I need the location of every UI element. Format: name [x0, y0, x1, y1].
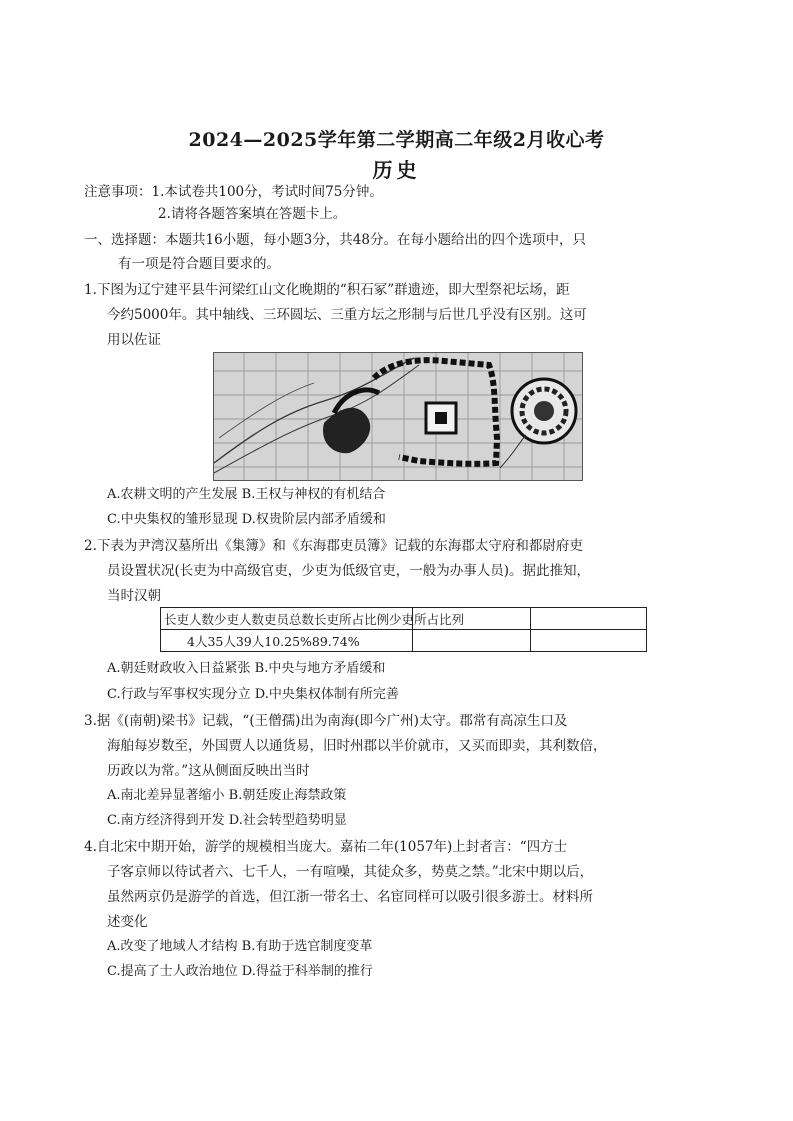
q1-stem-line-2: 今约5000年。其中轴线、三环圆坛、三重方坛之形制与后世几乎没有区别。这可	[107, 307, 587, 323]
table-header-row	[161, 608, 647, 630]
table-empty-cell	[531, 630, 647, 652]
q2-data-table	[160, 607, 647, 652]
q4-options-cd: C.提高了士人政治地位 D.得益于科举制的推行	[107, 964, 373, 979]
q3-stem-line-3: 历政以为常。”这从侧面反映出当时	[107, 763, 310, 779]
q4-stem-line-1: 4.自北宋中期开始，游学的规模相当庞大。嘉祐二年(1057年)上封者言：“四方士	[84, 839, 568, 855]
q1-options-ab: A.农耕文明的产生发展 B.王权与神权的有机结合	[107, 487, 386, 502]
table-data-cell: 4人35人39人10.25%89.74%	[161, 630, 413, 652]
q1-stem-line-1: 1.下图为辽宁建平县牛河梁红山文化晚期的“积石冢”群遗迹，即大型祭祀坛场，距	[84, 282, 570, 298]
q3-stem-line-2: 海舶每岁数至，外国贾人以通货易，旧时州郡以半价就市，又买而即卖，其利数倍，	[107, 738, 607, 754]
q3-options-ab: A.南北差异显著缩小 B.朝廷废止海禁政策	[107, 788, 347, 803]
q2-stem-line-2: 员设置状况(长吏为中高级官吏，少吏为低级官吏，一般为办事人员)。据此推知，	[107, 563, 591, 579]
table-empty-cell	[531, 608, 647, 630]
section-heading-line-2: 有一项是符合题目要求的。	[118, 256, 280, 272]
q2-stem-line-3: 当时汉朝	[107, 588, 161, 604]
notes-item-1: 1.本试卷共100分，考试时间75分钟。	[151, 184, 383, 200]
notes-line-1	[84, 183, 383, 201]
table-empty-cell	[413, 630, 531, 652]
table-header-cell: 长吏人数少吏人数吏员总数长吏所占比例少吏所占比列	[161, 608, 413, 630]
q2-options-cd: C.行政与军事权实现分立 D.中央集权体制有所完善	[107, 687, 399, 702]
notes-label: 注意事项：	[84, 184, 152, 200]
q2-options-ab: A.朝廷财政收入日益紧张 B.中央与地方矛盾缓和	[107, 661, 386, 676]
q4-options-ab: A.改变了地域人才结构 B.有助于选官制度变革	[107, 939, 373, 954]
table-row	[161, 630, 647, 652]
q3-options-cd: C.南方经济得到开发 D.社会转型趋势明显	[107, 813, 347, 828]
q4-stem-line-2: 子客京师以待试者六、七千人，一有喧噪，其徒众多，势莫之禁。”北宋中期以后，	[107, 864, 594, 880]
q1-site-map-figure	[213, 352, 583, 481]
q4-stem-line-4: 述变化	[107, 914, 148, 930]
notes-item-2: 2.请将各题答案填在答题卡上。	[158, 206, 347, 222]
q4-stem-line-3: 虽然两京仍是游学的首选，但江浙一带名士、名宦同样可以吸引很多游士。材料所	[107, 889, 593, 905]
q1-stem-line-3: 用以佐证	[107, 332, 161, 348]
q1-options-cd: C.中央集权的雏形显现 D.权贵阶层内部矛盾缓和	[107, 512, 386, 527]
subject-title: 历史	[372, 158, 421, 182]
q2-stem-line-1: 2.下表为尹湾汉墓所出《集簿》和《东海郡吏员簿》记载的东海郡太守府和都尉府吏	[84, 538, 583, 554]
q3-stem-line-1: 3.据《(南朝)梁书》记载，“(王僧孺)出为南海(即今广州)太守。郡常有高凉生口及	[84, 713, 568, 729]
section-heading-line-1: 一、选择题：本题共16小题，每小题3分，共48分。在每小题给出的四个选项中，只	[84, 232, 586, 248]
exam-title: 2024—2025学年第二学期高二年级2月收心考	[188, 129, 605, 151]
archaeological-site-map	[214, 353, 582, 480]
